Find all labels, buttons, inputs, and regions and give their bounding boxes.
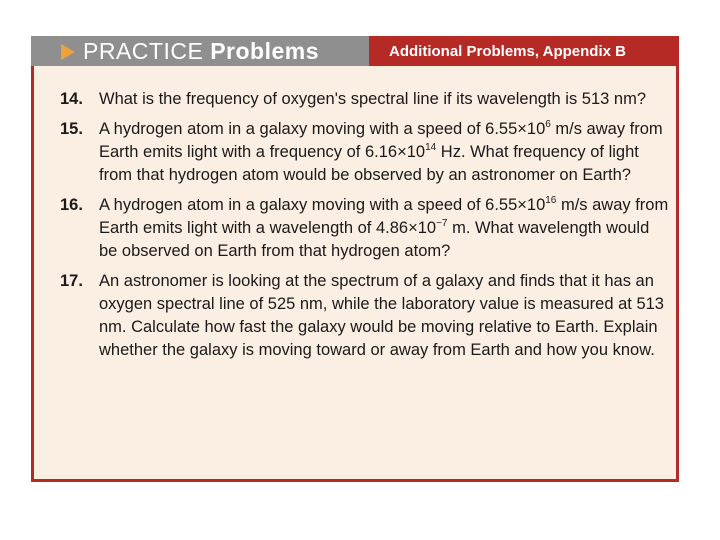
problem-number: 14. — [60, 90, 83, 108]
problem-text-part: Hz. What frequency of light from that hydrogen atom would be observed by an astronomer on Earth? — [99, 143, 639, 184]
problem-text: What is the frequency of oxygen's spectral line if its wavelength is 513 nm? — [99, 90, 647, 108]
problem-text-part: A hydrogen atom in a galaxy moving with a speed of 6.55×10 — [99, 196, 546, 214]
problem-text — [99, 194, 670, 263]
exponent: 16 — [545, 195, 557, 206]
header-title-bar — [31, 36, 369, 66]
problem-16 — [60, 194, 670, 263]
header-appendix-bar — [369, 36, 679, 66]
arrow-right-icon — [61, 44, 75, 60]
problem-text-part: m/s away from Earth emits light with a frequency of 6.16×10 — [99, 120, 663, 161]
problem-text — [99, 118, 670, 187]
panel-header — [31, 36, 679, 66]
problem-15 — [60, 118, 670, 187]
problem-text-part: A hydrogen atom in a galaxy moving with a speed of 6.55×10 — [99, 120, 546, 138]
header-title-practice: PRACTICE — [83, 37, 204, 64]
appendix-reference: Additional Problems, Appendix B — [389, 42, 626, 60]
problem-number: 15. — [60, 120, 83, 138]
header-title — [83, 38, 319, 65]
problem-17 — [60, 270, 670, 362]
exponent: −7 — [436, 218, 448, 229]
problem-list — [60, 88, 670, 369]
exponent: 6 — [545, 119, 551, 130]
header-title-problems: Problems — [210, 37, 320, 64]
problem-number: 16. — [60, 196, 83, 214]
problem-text-part: m. What wavelength would be observed on Earth from that hydrogen atom? — [99, 219, 650, 260]
problem-number: 17. — [60, 272, 83, 290]
exponent: 14 — [425, 142, 437, 153]
problem-text-part: m/s away from Earth emits light with a wavelength of 4.86×10 — [99, 196, 669, 237]
problem-14 — [60, 88, 670, 111]
problem-text: An astronomer is looking at the spectrum of a galaxy and finds that it has an oxygen spectral line of 525 nm, while the laboratory value is measured at 513 nm. Calculate how fast the galaxy would be moving relative to Earth. Explain whether the galaxy is moving toward or away from Earth and how you know. — [99, 272, 664, 359]
